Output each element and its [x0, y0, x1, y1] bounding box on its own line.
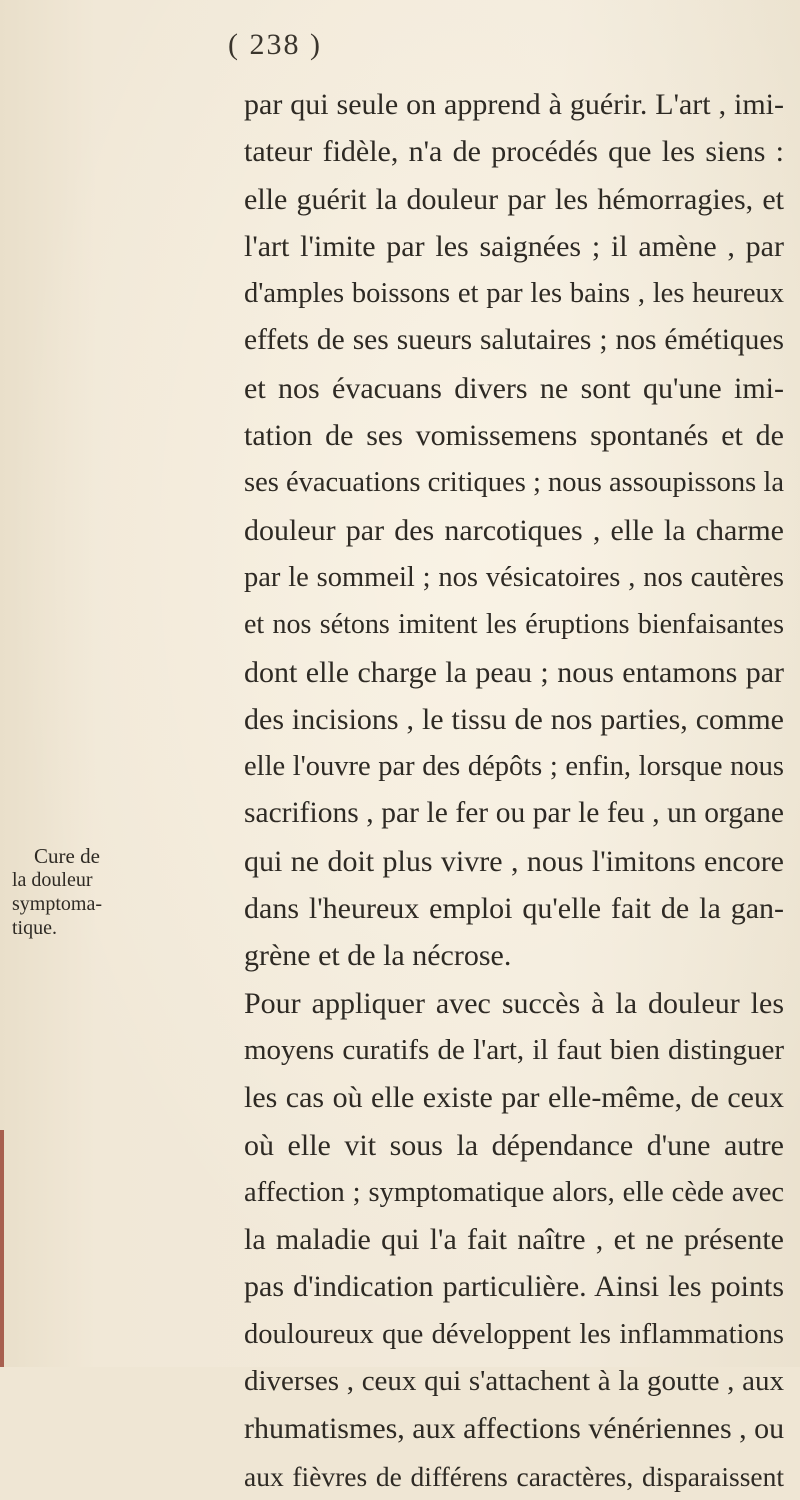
text-line: la maladie qui l'a fait naître , et ne présente — [244, 1223, 784, 1257]
text-line: des incisions , le tissu de nos parties, comme — [244, 702, 784, 736]
text-line: elle guérit la douleur par les hémorragies, et — [244, 182, 784, 216]
text-line: sacrifions , par le fer ou par le feu , un organe — [244, 797, 784, 830]
text-line: qui ne doit plus vivre , nous l'imitons encore — [244, 844, 784, 878]
text-line: et nos évacuans divers ne sont qu'une imi- — [244, 371, 784, 405]
text-line: par le sommeil ; nos vésicatoires , nos cautères — [244, 561, 784, 593]
body-text — [244, 81, 784, 1500]
text-line: effets de ses sueurs salutaires ; nos émétiques — [244, 324, 784, 357]
text-line: ses évacuations critiques ; nous assoupissons la — [244, 467, 784, 499]
text-line: d'amples boissons et par les bains , les heureux — [244, 278, 784, 310]
text-line: rhumatismes, aux affections vénériennes , ou — [244, 1412, 785, 1446]
text-line: douleur par des narcotiques , elle la charme — [244, 513, 784, 547]
margin-note-line: tique. — [12, 917, 57, 939]
text-line: dans l'heureux emploi qu'elle fait de la gan- — [244, 892, 784, 926]
text-line: Pour appliquer avec succès à la douleur les — [244, 986, 784, 1020]
margin-note-line: symptoma- — [12, 893, 102, 915]
margin-note-line: la douleur — [12, 869, 93, 891]
text-line: affection ; symptomatique alors, elle cède avec — [244, 1176, 784, 1208]
margin-note — [12, 844, 107, 940]
margin-note-line: Cure de — [34, 844, 100, 868]
page-number: ( 238 ) — [228, 28, 322, 61]
text-line: pas d'indication particulière. Ainsi les points — [244, 1270, 784, 1304]
text-line: où elle vit sous la dépendance d'une autre — [244, 1128, 784, 1162]
text-line: aux fièvres de différens caractères, disparaissent — [244, 1460, 784, 1492]
text-line: et nos sétons imitent les éruptions bienfaisantes — [244, 609, 784, 641]
text-line: par qui seule on apprend à guérir. L'art , imi- — [244, 88, 784, 121]
text-line: tation de ses vomissemens spontanés et de — [244, 419, 784, 453]
text-line: diverses , ceux qui s'attachent à la goutte , aux — [244, 1365, 784, 1398]
text-line: moyens curatifs de l'art, il faut bien distinguer — [244, 1033, 784, 1066]
page-edge — [0, 1130, 4, 1367]
text-line: dont elle charge la peau ; nous entamons par — [244, 655, 784, 689]
text-line: grène et de la nécrose. — [244, 939, 512, 973]
text-line: douloureux que développent les inflammations — [244, 1318, 784, 1350]
text-line: l'art l'imite par les saignées ; il amène , par — [244, 229, 784, 263]
text-line: elle l'ouvre par des dépôts ; enfin, lorsque nous — [244, 751, 784, 783]
text-line: les cas où elle existe par elle-même, de ceux — [244, 1081, 784, 1115]
text-line: tateur fidèle, n'a de procédés que les siens : — [244, 135, 784, 169]
